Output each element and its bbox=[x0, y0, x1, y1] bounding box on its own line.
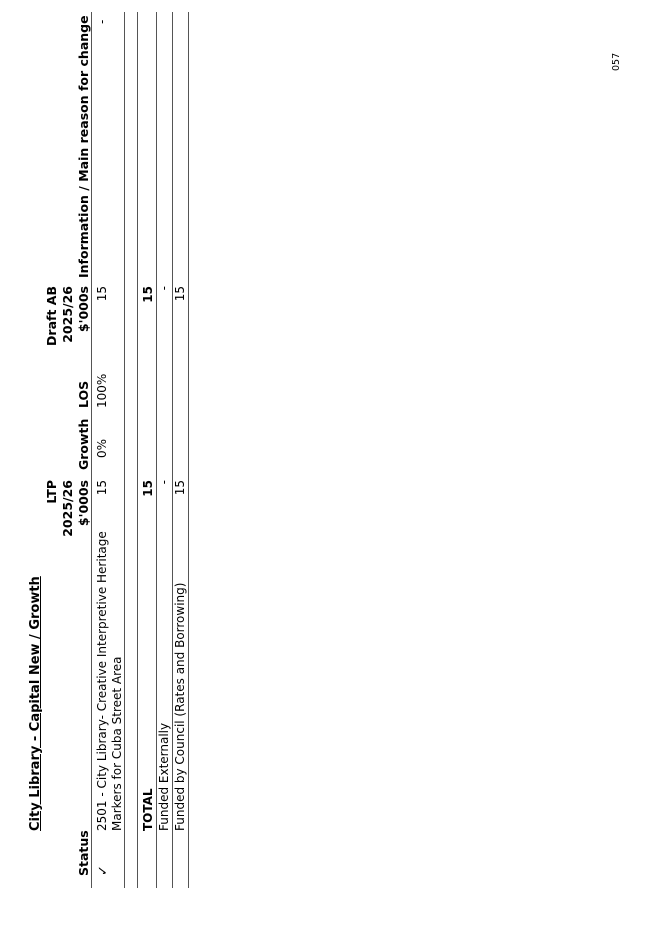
row-description-line1: 2501 - City Library- Creative Interpretive Heritage bbox=[95, 531, 109, 831]
row-separator bbox=[124, 12, 125, 888]
header-status: Status bbox=[76, 830, 91, 876]
header-underline bbox=[91, 12, 92, 888]
row-ltp: 15 bbox=[95, 480, 109, 496]
total-label: TOTAL bbox=[141, 788, 155, 831]
header-draft-line2: 2025/26 bbox=[60, 286, 75, 343]
row-draft: 15 bbox=[95, 286, 109, 302]
total-draft: 15 bbox=[141, 286, 155, 303]
row-growth: 0% bbox=[95, 438, 109, 458]
table-bottom-line bbox=[188, 12, 189, 888]
header-los: LOS bbox=[76, 380, 91, 408]
header-ltp-line2: 2025/26 bbox=[60, 480, 75, 537]
funded-council-ltp: 15 bbox=[173, 480, 187, 496]
row-description-line2: Markers for Cuba Street Area bbox=[110, 656, 124, 831]
row-los: 100% bbox=[95, 373, 109, 408]
header-ltp-line3: $'000s bbox=[76, 480, 91, 527]
total-ltp: 15 bbox=[141, 480, 155, 497]
funded-council-draft: 15 bbox=[173, 286, 187, 302]
status-check-icon: ✓ bbox=[96, 865, 111, 876]
header-draft-line3: $'000s bbox=[76, 286, 91, 333]
header-draft-line1: Draft AB bbox=[44, 286, 59, 346]
funded-council-label: Funded by Council (Rates and Borrowing) bbox=[173, 582, 187, 831]
funded-externally-ltp: - bbox=[157, 480, 171, 485]
funded-externally-draft: - bbox=[157, 286, 171, 291]
header-info: Information / Main reason for change bbox=[76, 15, 91, 278]
page-number: 057 bbox=[611, 52, 622, 71]
header-ltp-line1: LTP bbox=[44, 480, 59, 504]
page-title: City Library - Capital New / Growth bbox=[28, 576, 43, 831]
header-growth: Growth bbox=[76, 418, 91, 470]
row-info: - bbox=[95, 19, 109, 24]
totals-top-line bbox=[137, 12, 138, 888]
funded-externally-label: Funded Externally bbox=[157, 722, 171, 831]
